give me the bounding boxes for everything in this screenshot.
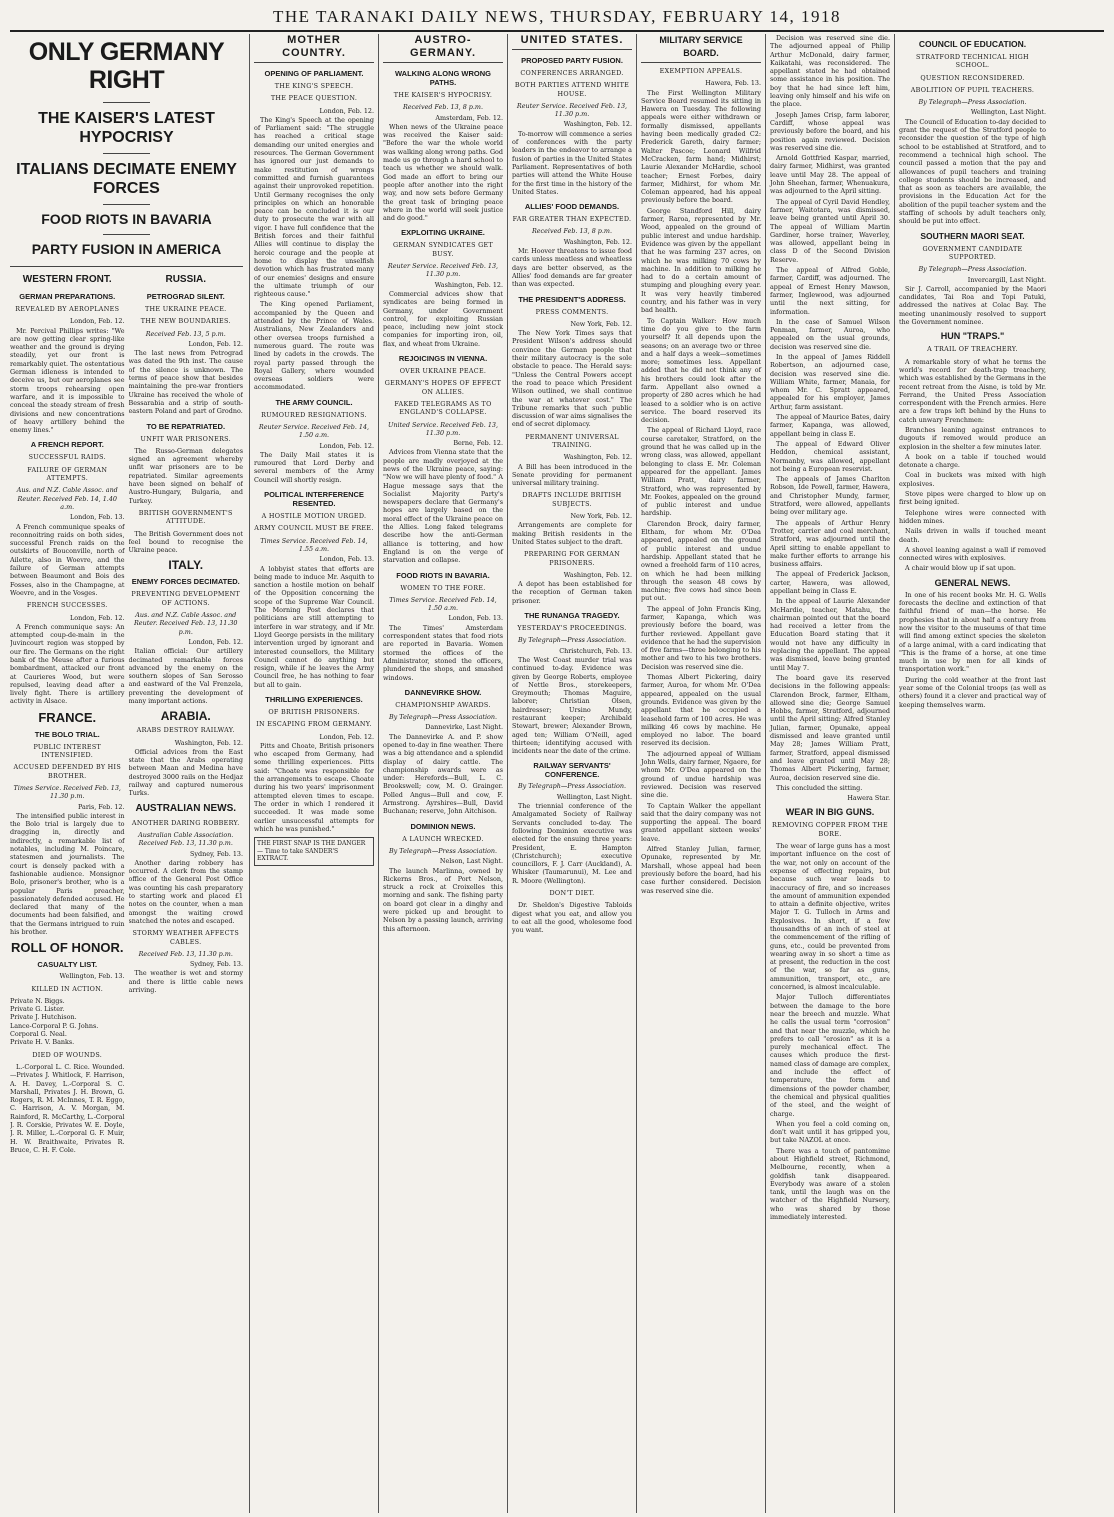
russia-repatriated: TO BE REPATRIATED. <box>146 421 226 431</box>
credit-line: By Telegraph—Press Association. <box>918 98 1027 107</box>
dateline: Washington, Feb. 12. <box>563 120 632 129</box>
dominion-title: DOMINION NEWS. <box>410 821 476 831</box>
council-title: COUNCIL OF EDUCATION. <box>918 39 1027 49</box>
credit-line: Received Feb. 13, 11.30 p.m. <box>138 949 233 958</box>
list-item: A shovel leaning against a wall if removed connected wires with explosives. <box>899 545 1046 563</box>
list-item: Telephone wires were connected with hidden mines. <box>899 508 1046 525</box>
advertisement: THE FIRST SNAP IS THE DANGER — Time to take SANDER'S EXTRACT. <box>254 837 374 866</box>
credit-line: Times Service. Received Feb. 13, 11.30 p.m. <box>13 783 121 801</box>
arabia-title: ARABIA. <box>160 709 211 724</box>
dateline: London, Feb. 13. <box>448 614 503 623</box>
austro-vienna: REJOICINGS IN VIENNA. <box>398 354 488 364</box>
article-text: The West Coast murder trial was continued to-day. Evidence was given by George Roberts, employee of Nettle Bros., storekeepers, Greymouth; Thomas Maguire, laborer; Christian Olsen, hairdresser; Ursino Mundy, restaurant keeper; Archibald Stewart, brewer; Alexander Brown, aged ten; William O'Neill, aged thirteen; identifying accused with incidents near the date of the crime. <box>512 655 632 756</box>
article-text: The launch Marlinna, owned by Rickerns Bros., of Port Nelson, struck a rock at Croixelles this morning and sank. The fishing party on board got clear in a dinghy and were picked up and brought to Nelson by a passing launch, arriving this afternoon. <box>383 866 503 933</box>
article-text: The King's Speech at the opening of Parliament said: "The struggle has reached a critical stage demanding our united energies and resources. The German Government has ignored our just demands to make restitution of wrongs committed and furnish guarantees against their unprovoked repetition. Until Germany recognises the only principles on which an honorable peace can be concluded it is our duty to prosecute the war with all vigor. I have full confidence that the British forces and their faithful Allies will continue to display the heroic courage and the people at home to display the unselfish devotion which has frustrated many of our enemies' designs and ensure the ultimate triumph of our righteous cause." <box>254 115 374 299</box>
article-text: The weather is wet and stormy and there is little cable news arriving. <box>128 969 243 994</box>
dateline: Washington, Feb. 12. <box>563 453 632 462</box>
mc-interference: POLITICAL INTERFERENCE RESENTED. <box>264 490 364 509</box>
dateline: London, Feb. 12. <box>319 732 374 741</box>
mc-resign: RUMOURED RESIGNATIONS. <box>261 410 367 419</box>
credit-line: Received Feb. 13, 5 p.m. <box>145 329 226 338</box>
article-text: The Russo-German delegates signed an agreement whereby unfit war prisoners are to be repatriated. Similar agreements have been signed on behalf of Austro-Hungary, Bulgaria, and Turkey. <box>128 446 243 505</box>
column-education <box>895 34 1050 1513</box>
dateline: London, Feb. 12. <box>188 339 243 348</box>
dateline: London, Feb. 13. <box>319 555 374 564</box>
article-text: The appeal of Edward Oliver Heddon, chemical assistant, Normanby, was allowed, appellant not being a European reservist. <box>770 439 890 473</box>
article-text: In the appeal of James Riddell Robertson, an adjourned case, decision was reserved sine die. William White, farmer, Manaia, for whom Mr. C. Spratt appeared, appealed for his employer, James Arthur, farm assistant. <box>770 352 890 411</box>
credit-line: Received Feb. 13, 8 p.m. <box>402 103 484 112</box>
austro-faked: FAKED TELEGRAMS AS TO ENGLAND'S COLLAPSE. <box>394 399 492 417</box>
list-item: Branches leaning against entrances to dugouts if removed would produce an explosion in the shelter a few minutes later. <box>899 425 1046 451</box>
article-text: The appeals of James Charlton Robson, Ide Powell, farmer, Hawera, and Christopher Mundy, farmer, Stratford, were allowed, appellants being over military age. <box>770 475 890 517</box>
russia-sub: PETROGRAD SILENT. <box>146 292 225 301</box>
masthead-text: THE TARANAKI DAILY NEWS, THURSDAY, FEBRUARY 14, 1918 <box>273 7 841 30</box>
dannevirke-awards: CHAMPIONSHIP AWARDS. <box>395 700 491 709</box>
united-drafts: DRAFTS INCLUDE BRITISH SUBJECTS. <box>522 491 622 508</box>
mc-hostile: A HOSTILE MOTION URGED. <box>261 512 367 521</box>
mother-country-title: MOTHER COUNTRY. <box>254 34 374 63</box>
article-text: The British Government does not feel bound to recognise the Ukraine peace. <box>128 529 243 555</box>
headline-2: THE KAISER'S LATEST HYPOCRISY <box>38 110 215 146</box>
divider <box>103 204 150 205</box>
general-title: GENERAL NEWS. <box>934 577 1011 588</box>
article-text: Clarendon Brock, dairy farmer, Eltham, for whom Mr. O'Dea appeared, appealed on the ground of public interest and undue hardship. Appellant stated that he owned a freehold farm of 110 acres, on which he had been milking through the season 48 cows by machine; five cows had since been put out. <box>641 519 761 603</box>
article-text: When you feel a cold coming on, don't wait until it has gripped you, but take NAZOL at once. <box>770 1119 890 1145</box>
western-failure: FAILURE OF GERMAN ATTEMPTS. <box>27 465 108 483</box>
article-text: The appeal of John Francis King, farmer, Kapanga, which was previously before the board, was further reviewed. Appellant gave evidence that he had the supervision of five farms—three belonging to his mother and two to his two brothers. Decision was reserved sine die. <box>641 604 761 671</box>
france-sub3: ACCUSED DEFENDED BY HIS BROTHER. <box>13 763 122 780</box>
article-text: Pitts and Choate, British prisoners who escaped from Germany, had some thrilling experiences. Pitts said: "Choate was responsible for the arrangements to escape. Choate during his two years' imprisonment attempted eleven times to escape. The order in which I rendered it succeeded. It was made some earlier unsuccessful attempts for which he was punished." <box>254 741 374 833</box>
credit-line: Received Feb. 13, 8 p.m. <box>531 227 613 236</box>
article-text: Arrangements are complete for making British residents in the United States subject to the draft. <box>512 521 632 546</box>
dateline: Wellington, Last Night. <box>556 792 632 801</box>
article-text: A depot has been established for the reception of German taken prisoner. <box>512 580 632 605</box>
dateline: London, Feb. 12. <box>319 441 374 450</box>
article-text: Alfred Stanley Julian, farmer, Opunake, represented by Mr. Marshall, whose appeal had been previously before the board, had his case further considered. Decision was reserved sine die. <box>641 845 761 895</box>
dateline: Berne, Feb. 12. <box>453 439 503 448</box>
paper-name: THE TARANAKI DAILY NEWS <box>273 7 540 26</box>
maori-sub: GOVERNMENT CANDIDATE SUPPORTED. <box>922 244 1023 261</box>
list-item: Corporal G. Neal. <box>10 1030 67 1039</box>
article-text: This concluded the sitting. <box>776 783 863 792</box>
article-text: The Council of Education to-day decided to grant the request of the Stratford people to reconsider the question of the type of high school to be established at Stratford, and to recommend a technical high school. The council passed a motion that the pay and allowances of pupil teachers and training college students should be increased, and that as soon as teachers are available, the provisions in the Education Act for the abolition of the pupil teacher system and the staffing of schools by adult teachers only, should be put into effect. <box>899 117 1046 226</box>
russia-sub2: THE UKRAINE PEACE. <box>145 305 227 313</box>
casualty-list <box>10 997 125 1047</box>
list-item: A book on a table if touched would detonate a charge. <box>899 452 1046 470</box>
honor-died: DIED OF WOUNDS. <box>32 1050 103 1059</box>
divider <box>103 102 150 103</box>
guns-sub: REMOVING COPPER FROM THE BORE. <box>771 821 888 838</box>
dateline: Sydney, Feb. 13. <box>190 849 243 858</box>
article-text: The last news from Petrograd was dated the 9th inst. The cause of the silence is unknown. The terms of peace show that besides maintaining the pre-war frontiers Ukraine has received the whole of Bessarabia and a strip of south-eastern Poland and part of Grodno. <box>128 349 243 416</box>
dateline: New York, Feb. 12. <box>570 512 632 521</box>
article-text: L.-Corporal L. C. Rice. Wounded.—Privates J. Whitlock, F. Harrison, A. H. Davey, L.-Corporal S. C. Marshall, Privates J. H. Brown, G. Rogers, R. M. McInnes, T. R. Eggo, C. Harrison, A. V. Morgan, M. Rainford, R. McCarthy, L.-Corporal J. R. Corskie, Privates W. E. Doyle, J. R. Miller, L.-Corporal G. F. Muir, H. W. Braithwaite, Privates R. Bruce, C. H. F. Cole. <box>10 1062 125 1154</box>
dateline: Christchurch, Feb. 13. <box>559 646 632 655</box>
austro-title: AUSTRO-GERMANY. <box>383 34 503 63</box>
guns-title: WEAR IN BIG GUNS. <box>785 807 875 818</box>
article-text: The King opened Parliament, accompanied by the Queen and attended by the Prince of Wales. Australians, New Zealanders and other oversea troops furnished a numerous guard. The route was lined by cadets in the crowds. The royal party passed through the Royal Gallery, where wounded overseas soldiers were accommodated. <box>254 300 374 392</box>
article-text: The First Wellington Military Service Board resumed its sitting in Hawera on Tuesday. The following appeals were either withdrawn or formally dismissed, appellants having been medically graded C2: Frederick Gareth, dairy farmer; Walter Pascoe; Leonard Wilfrid McCracken, farm hand; Midhirst; Laurie Alexander McHardie, school teacher; Ernest Forbes, dairy farmer, Midhirst, for whom Mr. Coleman appeared, had his appeal previously before the board. <box>641 88 761 205</box>
columns <box>10 34 1104 1513</box>
military-title: MILITARY SERVICE BOARD. <box>641 34 761 63</box>
credit-line: Times Service. Received Feb. 14, 1.50 a.m. <box>389 595 497 613</box>
article-text: Mr. Hoover threatens to issue food cards unless meatless and wheatless days are better observed, as the Allies' food demands are far greater than was expected. <box>512 247 632 289</box>
article-text: The appeal of Alfred Goble, farmer, Cardiff, was adjourned. The appeal of Ernest Henry Mawson, farmer, Inglewood, was adjourned until the next sitting, for information. <box>770 266 890 316</box>
divider <box>103 234 150 235</box>
council-sub2: QUESTION RECONSIDERED. <box>920 73 1025 82</box>
divider <box>103 153 150 154</box>
list-item: Private J. Hutchison. <box>10 1013 77 1022</box>
article-text: A lobbyist states that efforts are being made to induce Mr. Asquith to sanction a hostile motion on behalf of the Opposition concerning the scope of the Supreme War Council. The Morning Post declares that politicians are still attempting to interfere in war strategy, and if Mr. Lloyd George persists in the military intervention urged by ignorant and interested counsellors, the Military Council cannot do anything but resign, while if he leaves the Army Council free, he has nothing to fear but all to gain. <box>254 564 374 689</box>
united-allies: ALLIES' FOOD DEMANDS. <box>524 202 620 212</box>
article-text: The wear of large guns has a most important influence on the cost of the war, not only on account of the expense of effecting repairs, but because such wear leads to inaccuracy of fire, and so increases the amount of ammunition expended to attain a definite objective, writes Major T. G. Tulloch in Arms and Explosives. In short, if a few thousandths of an inch of steel at the commencement of the rifling of guns, etc., could be prevented from wearing away in so short a time as at present, the reduction in the cost of the war, so far as guns, ammunition, transport, etc., are concerned, is almost incalculable. <box>770 842 890 992</box>
italy-sub2: PREVENTING DEVELOPMENT OF ACTIONS. <box>131 590 241 607</box>
article-text: The Times' Amsterdam correspondent states that food riots are reported in Bavaria. Women stormed the offices of the Administrator, stoned the officers, plundered the shops, and smashed windows. <box>383 623 503 682</box>
council-sub: STRATFORD TECHNICAL HIGH SCHOOL. <box>916 53 1029 70</box>
mc-thrilling: THRILLING EXPERIENCES. <box>265 695 363 704</box>
article-text: Arnold Gottfried Kaspar, married, dairy farmer, Midhirst, was granted leave until May 28. The appeal of John Sheehan, farmer, Whenuakura, was adjourned to the April sitting. <box>770 154 890 196</box>
subcolumn-right <box>129 271 244 1156</box>
credit-line: By Telegraph—Press Association. <box>388 713 498 722</box>
credit-line: By Telegraph—Press Association. <box>517 782 627 791</box>
mc-free: ARMY COUNCIL MUST BE FREE. <box>254 524 374 533</box>
divider <box>10 266 243 267</box>
united-sub2: CONFERENCES ARRANGED. <box>520 69 624 77</box>
list-item: Private G. Lister. <box>10 1005 65 1014</box>
paper-date: FEBRUARY 14, 1918 <box>662 7 841 26</box>
mc-escaping: IN ESCAPING FROM GERMANY. <box>256 720 372 729</box>
headline-5: PARTY FUSION IN AMERICA <box>31 241 222 257</box>
italy-sub: ENEMY FORCES DECIMATED. <box>131 577 240 587</box>
article-text: A French communique says: An attempted coup-de-main in the Juvincourt region was stopped by our fire. The Germans on the right bank of the Meuse after a furious bombardment, attacked our front at Caurieres Wood, but were repulsed, leaving dead after a lively fight. There is artillery activity in Alsace. <box>10 622 125 706</box>
credit-line: Aus. and N.Z. Cable Assoc. and Reuter. Received Feb. 13, 11.30 p.m. <box>134 611 238 636</box>
united-press: PRESS COMMENTS. <box>535 307 609 316</box>
credit-line: Reuter Service. Received Feb. 13, 11.30 p.m. <box>516 101 628 119</box>
article-text: Another daring robbery has occurred. A clerk from the stamp office of the General Post Office was counting his cash preparatory to starting work and placed £1 notes on the counter, when a man amongst the waiting crowd snatched the notes and escaped. <box>128 858 243 925</box>
article-text: When news of the Ukraine peace was received the Kaiser said: "Before the war the whole world was walking along wrong paths. God made us go through a hard school to teach us whether we should walk. God made an effort to bring our people after another into the right way, and now sets before Germany the great task of bringing peace where in the world will seek justice and do good." <box>383 122 503 223</box>
article-text: There was a touch of pantomime about Highfield street, Richmond, Melbourne, recently, when a goldfish tank disappeared. Everybody was aware of a stolen tank, until the laugh was on the watcher of the Highfield Nursery, who was shared by those immediately interested. <box>770 1146 890 1222</box>
credit-line: United Service. Received Feb. 13, 11.30 p.m. <box>387 420 498 437</box>
railway-title: RAILWAY SERVANTS' CONFERENCE. <box>533 761 611 780</box>
dateline: Wellington, Last Night. <box>970 108 1046 117</box>
article-text: The adjourned appeal of William John Wells, dairy farmer, Ngaere, for whom Mr. O'Dea appeared on the ground of undue hardship was reviewed. Decision was reserved sine die. <box>641 749 761 800</box>
article-text: A remarkable story of what he terms the world's record for death-trap treachery, which was established by the Germans in the recent retreat from the Aisne, is told by Mr. Ferrand, the United Press Association correspondent with the French armies. Here are a few traps left behind by the Huns to catch unwary Frenchmen: <box>899 357 1046 424</box>
article-text: Commercial advices show that syndicates are being formed in Germany, under Government control, for exploiting Russian peace, including new joint stock companies for importing iron, oil, flax, and wheat from Ukraine. <box>383 289 503 348</box>
dateline: Washington, Feb. 12. <box>563 237 632 246</box>
dateline: London, Feb. 12. <box>69 613 125 622</box>
article-text: To-morrow will commence a series of conferences with the party leaders in the endeavor to arrange a fusion of parties in the United States Parliament. Representatives of both parties will attend the White House for the first time in the history of the United States. <box>512 129 632 196</box>
article-text: The intensified public interest in the Bolo trial is largely due to dragging in, directly and indirectly, a remarkable list of notables, including M. Poincare, statesmen and journalists. The court is densely packed with a fashionable audience. Monsignor Bolo, prisoner's brother, who is a popular Paris preacher, passionately defended accused. He declared that many of the documents had been falsified, and that the Germans intrigued to ruin his brother. <box>10 811 125 936</box>
austro-over: OVER UKRAINE PEACE. <box>399 367 487 376</box>
hun-title: HUN "TRAPS." <box>940 331 1005 342</box>
column-mother-country <box>250 34 379 1513</box>
headline-main: ONLY GERMANY RIGHT <box>28 38 225 94</box>
dateline: London, Feb. 12. <box>319 106 374 115</box>
credit-line: Australian Cable Association. Received Feb. 13, 11.30 p.m. <box>138 830 234 848</box>
article-text: In the appeal of Laurie Alexander McHardie, teacher, Matahu, the chairman pointed out that the board had received a letter from the Education Board stating that it would not have any difficulty in replacing the appellant. The appeal was dismissed, leave being granted until May 7. <box>770 597 890 672</box>
credit-line: By Telegraph—Press Association. <box>918 265 1027 274</box>
masthead <box>10 8 1104 32</box>
article-text: A Bill has been introduced in the Senate providing for permanent universal military training. <box>512 462 632 488</box>
australia-sub: ANOTHER DARING ROBBERY. <box>131 818 240 827</box>
article-text: The triennial conference of the Amalgamated Society of Railway Servants concluded to-day. The following Dominion executive was elected for the ensuing three years: President, E. Hampton (Christchurch); executive councillors, F. J. Carr (Auckland), A. Whisker (Taumarunui), M. Lee and R. Moore (Wellington). <box>512 802 632 885</box>
mc-sub2: THE KING'S SPEECH. <box>274 82 354 90</box>
france-sub2: PUBLIC INTEREST INTENSIFIED. <box>33 742 102 760</box>
list-item: Coal in buckets was mixed with high explosives. <box>899 471 1046 488</box>
credit-line: Aus. and N.Z. Cable Assoc. and Reuter. Received Feb. 14, 1.40 a.m. <box>16 486 118 511</box>
united-president: THE PRESIDENT'S ADDRESS. <box>518 294 626 304</box>
mc-council: THE ARMY COUNCIL. <box>275 397 353 407</box>
article-text: To Captain Walker: How much time do you give to the farm yourself? It all depends upon the seasons; on an average two or three and a half days a week—sometimes more; sometimes less. Appellant added that he did not think any of his brothers could look after the farm. Appellant also owned a property of 280 acres which he had leased to a soldier who is on active service. The board reserved its decision. <box>641 316 761 425</box>
article-text: Sir J. Carroll, accompanied by the Maori candidates, Tai Roa and Topi Patuki, addressed the natives at Colac Bay. The meeting unanimously resolved to support the Government nominee. <box>899 284 1046 327</box>
honor-title: ROLL OF HONOR. <box>11 940 124 956</box>
list-item: Private N. Biggs. <box>10 996 65 1005</box>
article-text: Thomas Albert Pickering, dairy farmer, Auroa, for whom Mr. O'Dea appeared, appealed on the usual grounds. Evidence was given by the appellant that he occupied a leasehold farm of 100 acres. He was milking 46 cows by machine. He employed no labor. The board reserved its decision. <box>641 673 761 748</box>
headline-4: FOOD RIOTS IN BAVARIA <box>41 211 212 227</box>
austro-syndicates: GERMAN SYNDICATES GET BUSY. <box>392 241 494 258</box>
article-text: In the case of Samuel Wilson Penman, farmer, Auroa, who appealed on the usual grounds, decision was reserved sine die. <box>770 317 890 351</box>
article-text: Major Tulloch differentiates between the damage to the bore near the breech and muzzle. What he calls the usual term "corrosion" and that near the muzzle, which he prefers to call "erosion" as it is a purely mechanical effect. The causes which produce the first-named class of damage are complex, and include the effect of temperature, the form and dimensions of the powder chamber, the chemical and physical qualities of the steel, and the weight of charge. <box>770 993 890 1118</box>
subcolumn-left <box>10 271 125 1156</box>
article-text: The Dannevirke A. and P. show opened to-day in fine weather. There was a big attendance and a splendid display of dairy cattle. The championship awards were as under: Herefords—Bull, L. C. Brookswell; cow, M. O. Grainger. Polled Angus—Bull and cow, F. Armstrong. Ayrshires—Bull, David Buchanan; reserve, John Aitchison. <box>383 732 503 816</box>
list-item: A chair would blow up if sat upon. <box>905 564 1016 573</box>
dateline: Nelson, Last Night. <box>439 857 503 866</box>
australia-title: AUSTRALIAN NEWS. <box>135 802 237 814</box>
arabia-sub: ARABS DESTROY RAILWAY. <box>136 726 235 735</box>
dateline: Wellington, Feb. 13. <box>59 972 125 981</box>
diet-title: DON'T DIET. <box>549 889 595 898</box>
united-preparing: PREPARING FOR GERMAN PRISONERS. <box>523 550 621 567</box>
united-sub: PROPOSED PARTY FUSION. <box>521 56 623 65</box>
western-sub: GERMAN PREPARATIONS. <box>19 292 116 301</box>
dateline: Washington, Feb. 12. <box>434 280 503 289</box>
austro-riots: FOOD RIOTS IN BAVARIA. <box>396 570 490 580</box>
article-text: Italian official: Our artillery decimated remarkable forces advanced by the enemy on the southern slopes of San Serosso and eastward of the Val Frenzela, preventing the development of many important actions. <box>128 647 243 705</box>
united-far: FAR GREATER THAN EXPECTED. <box>512 215 632 224</box>
dateline: Paris, Feb. 12. <box>78 802 125 811</box>
hun-sub: A TRAIL OF TREACHERY. <box>927 345 1018 354</box>
russia-sub3: THE NEW BOUNDARIES. <box>140 317 231 326</box>
austro-women: WOMEN TO THE FORE. <box>400 583 486 592</box>
dateline: London, Feb. 12. <box>188 637 243 646</box>
article-text: The appeal of Cyril David Hendley, farmer, Waitotara, was dismissed, leave being granted until April 30. The appeal of William Martin Gardiner, horse trainer, Waverley, was allowed, appellant being in class D of the Second Division Reserve. <box>770 197 890 264</box>
france-title: FRANCE. <box>38 709 97 725</box>
honor-killed: KILLED IN ACTION. <box>31 984 104 993</box>
dannevirke-title: DANNEVIRKE SHOW. <box>404 687 482 697</box>
front-subcolumns <box>10 271 243 1156</box>
paper-day: THURSDAY <box>550 7 652 26</box>
united-training: PERMANENT UNIVERSAL TRAINING. <box>525 432 619 449</box>
military-sub: EXEMPTION APPEALS. <box>659 67 743 75</box>
western-sub2: REVEALED BY AEROPLANES <box>15 305 120 313</box>
russia-prisoners: UNFIT WAR PRISONERS. <box>140 434 231 443</box>
article-text: Dr. Sheldon's Digestive Tabloids digest what you eat, and allow you to eat all the good, wholesome food you want. <box>512 901 632 935</box>
italy-title: ITALY. <box>168 558 204 573</box>
dateline: Amsterdam, Feb. 12. <box>435 113 503 122</box>
dateline: Washington, Feb. 12. <box>563 570 632 579</box>
list-item: Nails driven in walls if touched meant death. <box>899 527 1046 544</box>
article-text: George Standford Hill, dairy farmer, Raroa, represented by Mr. Wood, appealed on the ground of public interest and undue hardship. Evidence was given by the appellant that he was farming 237 acres, on which he was milking 70 cows by machine. In addition to milking he had to do a certain amount of stumping and ploughing every year. It was very heavily timbered country, and his father was in very bad health. <box>641 206 761 315</box>
article-text: The appeal of Frederick Jackson, carter, Hawera, was allowed, appellant being in Class E. <box>770 570 890 595</box>
dateline: Washington, Feb. 12. <box>174 738 243 747</box>
western-raids: SUCCESSFUL RAIDS. <box>28 453 106 462</box>
source-sign: Hawera Star. <box>847 794 890 803</box>
article-text: During the cold weather at the front last year some of the Colonial troops (as well as others) found it a clever and practical way of keeping themselves warm. <box>899 675 1046 709</box>
article-text: The New York Times says that President Wilson's address should convince the German people that their military autocracy is the sole obstacle to peace. The Herald says: "Unless the Central Powers accept the road to peace which President Wilson outlined, we shall continue the war at whatever cost." The Tribune remarks that such public discussion of war aims signalises the end of secret diplomacy. <box>512 329 632 429</box>
credit-line: Times Service. Received Feb. 14, 1.55 a.m. <box>260 536 368 553</box>
article-text: Decision was reserved sine die. The adjourned appeal of Philip Arthur McDonald, dairy farmer, Kaikatahi, was reconsidered. The appellant stated he had obtained some assistance in his position. The boy that he had since left him, leaving only himself and his wife on the place. <box>770 34 890 109</box>
credit-line: Reuter Service. Received Feb. 14, 1.50 a.m. <box>258 422 370 440</box>
dateline: New York, Feb. 12. <box>570 319 632 328</box>
dateline: Sydney, Feb. 13. <box>190 960 243 969</box>
runanga-title: THE RUNANGA TRAGEDY. <box>524 611 620 621</box>
article-text: Advices from Vienna state that the people are madly overjoyed at the news of the Ukraine peace, saying: "Now we will have plenty of food." A Hague message says that the Socialist Majority Party's newspapers declare that Germany's hopes are largely based on the moral effect of the Ukraine peace on the Allies. Long faked telegrams describe how the anti-German alliance is tottering, and how England is on the verge of starvation and collapse. <box>383 448 503 565</box>
western-report: A FRENCH REPORT. <box>30 440 104 450</box>
article-text: The Daily Mail states it is rumoured that Lord Derby and several members of the Army Council will shortly resign. <box>254 450 374 484</box>
article-text: The board gave its reserved decisions in the following appeals: Clarendon Brock, farmer, Eltham, allowed sine die; George Samuel Hobbs, farmer, Stratford, adjourned until the April sitting; Alfred Stanley Julian, farmer, Opunake, appeal dismissed and leave granted until May 28; James William Pratt, farmer, Stratford, appeal dismissed and leave granted until May 28; Thomas Albert Pickering, farmer, Auroa, decision reserved sine die. <box>770 673 890 782</box>
article-text: Mr. Percival Phillips writes: "We are now getting clear spring-like weather and the ground is drying steadily, yet our front is remarkably quiet. The ostentatious German idleness is intended to deceive us, but our aeroplanes see storm troops rehearsing open warfare, and it is impossible to conceal the steady stream of fresh divisions and new concentrations of heavy artillery behind the enemy lines." <box>10 326 125 435</box>
australia-weather: STORMY WEATHER AFFECTS CABLES. <box>132 929 240 946</box>
article-text: Joseph James Crisp, farm laborer, Cardiff, whose appeal was previously before the board, and his position again reviewed. Decision was reserved sine die. <box>770 110 890 152</box>
dominion-launch: A LAUNCH WRECKED. <box>402 834 484 843</box>
western-title: WESTERN FRONT. <box>22 274 112 285</box>
dateline: London, Feb. 12. <box>69 317 125 326</box>
mc-sub3: THE PEACE QUESTION. <box>270 94 358 103</box>
runanga-sub: YESTERDAY'S PROCEEDINGS. <box>517 624 627 633</box>
austro-hopes: GERMANY'S HOPES OF EFFECT ON ALLIES. <box>384 379 502 396</box>
article-text: In one of his recent books Mr. H. G. Wells forecasts the decline and extinction of that faithful friend of man—the horse. He prophesies that in about half a century from now the visitor to the museums of that time will find among extinct species the skeleton of a large animal, with a card indicating that "This is the frame of a horse, at one time much in use by men for all kinds of transportation work." <box>899 590 1046 674</box>
article-text: A French communique speaks of reconnoitring raids on both sides, successful French raids on the outskirts of Bouconville, north of Ailette, also in Woevre, and the failure of German attempts between Beaumont and Bois des Fosses, also in the Champagne, at Woevre, and in the Vosges. <box>10 522 125 597</box>
western-successes: FRENCH SUCCESSES. <box>26 601 108 610</box>
article-text: Official advices from the East state that the Arabs operating between Maan and Medina have destroyed 3000 rails on the Hedjaz railway and captured numerous Turks. <box>128 747 243 798</box>
column-front <box>10 34 250 1513</box>
russia-attitude: BRITISH GOVERNMENT'S ATTITUDE. <box>138 508 233 526</box>
article-text: The appeal of Maurice Bates, dairy farmer, Kapanga, was allowed, appellant being in class E. <box>770 413 890 438</box>
credit-line: Reuter Service. Received Feb. 13, 11.30 p.m. <box>387 262 499 279</box>
article-text: The appeals of Arthur Henry Trotter, carrier and coal merchant, Stratford, was adjourned until the April sitting to enable appellant to make further efforts to arrange his business affairs. <box>770 518 890 569</box>
maori-title: SOUTHERN MAORI SEAT. <box>920 230 1025 241</box>
list-item: Stove pipes were charged to blow up on first being ignited. <box>899 490 1046 507</box>
list-item: Lance-Corporal P. G. Johns. <box>10 1021 99 1030</box>
article-text: The appeal of Richard Lloyd, race course caretaker, Stratford, on the ground that he was called up in the wrong class, was allowed, appellant belonging to class E. Mr. Coleman appeared for the appellant. James William Pratt, dairy farmer, Stratford, who was represented by Mr. Fookes, appealed on the ground of public interest and undue hardship. <box>641 426 761 518</box>
mc-prisoners: OF BRITISH PRISONERS. <box>268 708 360 716</box>
dateline: Dannevirke, Last Night. <box>425 723 503 732</box>
column-military-board <box>637 34 766 1513</box>
russia-title: RUSSIA. <box>165 274 207 285</box>
credit-line: By Telegraph—Press Association. <box>388 846 498 855</box>
austro-sub: WALKING ALONG WRONG PATHS. <box>395 69 491 87</box>
honor-sub: CASUALTY LIST. <box>37 960 98 970</box>
article-text: To Captain Walker the appellant said that the dairy company was not supporting the appeal. The board granted appellant sixteen weeks' leave. <box>641 801 761 843</box>
france-sub: THE BOLO TRIAL. <box>34 729 100 739</box>
austro-sub2: THE KAISER'S HYPOCRISY. <box>393 91 493 99</box>
united-sub3: BOTH PARTIES ATTEND WHITE HOUSE. <box>514 81 630 98</box>
mc-sub: OPENING OF PARLIAMENT. <box>264 69 364 78</box>
credit-line: By Telegraph—Press Association. <box>517 636 627 645</box>
dateline: London, Feb. 13. <box>69 513 125 522</box>
council-sub3: ABOLITION OF PUPIL TEACHERS. <box>910 85 1035 94</box>
dateline: Invercargill, Last Night. <box>967 275 1046 284</box>
dateline: Hawera, Feb. 13. <box>705 79 761 88</box>
austro-exploit: EXPLOITING UKRAINE. <box>401 228 485 238</box>
column-united-states <box>508 34 637 1513</box>
column-continued <box>766 34 895 1513</box>
list-item: Private H. V. Banks. <box>10 1038 75 1047</box>
column-austro-germany <box>379 34 508 1513</box>
headline-3: ITALIANS DECIMATE ENEMY FORCES <box>16 161 237 197</box>
united-title: UNITED STATES. <box>512 34 632 50</box>
